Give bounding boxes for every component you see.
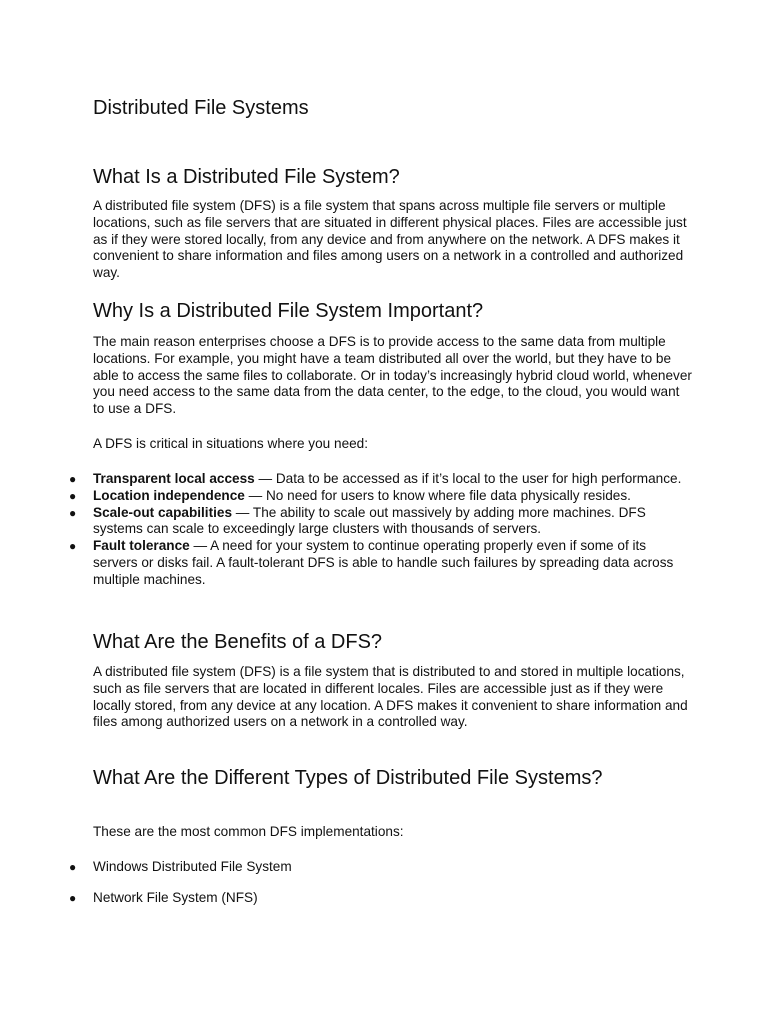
bullet-icon: ●: [69, 860, 77, 874]
section-heading-what-is-dfs: What Is a Distributed File System?: [93, 166, 400, 188]
list-item: [69, 859, 693, 876]
bullet-icon: ●: [69, 505, 77, 520]
bullet-icon: ●: [69, 539, 77, 554]
section-paragraph-situations: A DFS is critical in situations where you need:: [93, 436, 369, 451]
bullet-term: Fault tolerance: [93, 538, 190, 554]
bullet-term: Scale-out capabilities: [93, 504, 233, 520]
bullet-text: — A need for your system to continue operating properly even if some of its servers or disks fail. A fault-tolerant DFS is able to handle such failures by spreading data across multiple machines.: [93, 538, 674, 587]
bullet-term: Transparent local access: [93, 471, 255, 486]
bullet-icon: ●: [69, 488, 77, 503]
bullet-text: — The ability to scale out massively by adding more machines. DFS systems can scale to exceedingly large clusters with thousands of servers.: [93, 504, 646, 537]
section-heading-why-important: Why Is a Distributed File System Important?: [93, 300, 484, 322]
bullet-term: Location independence: [93, 487, 245, 503]
needs-bullet-list: [69, 471, 693, 589]
section-paragraph-types: These are the most common DFS implementations:: [93, 824, 404, 839]
list-item-text: Windows Distributed File System: [93, 859, 292, 874]
section-heading-benefits: What Are the Benefits of a DFS?: [93, 631, 383, 653]
bullet-icon: ●: [69, 891, 77, 906]
list-item: [69, 487, 693, 505]
section-heading-types: What Are the Different Types of Distributed File Systems?: [93, 767, 603, 789]
bullet-icon: ●: [69, 472, 77, 486]
list-item: [69, 471, 693, 488]
section-paragraph-why-important: The main reason enterprises choose a DFS is to provide access to the same data from multiple locations. For example, you might have a team distributed all over the world, but they have to be able to access the same files to collaborate. Or in today’s increasingly hybrid cloud world, whenever you need access to the same data from the data center, to the edge, to the cloud, you would want to use a DFS.: [93, 334, 692, 417]
section-paragraph-what-is-dfs: A distributed file system (DFS) is a file system that spans across multiple file servers or multiple locations, such as file servers that are situated in different physical places. Files are accessible just as if they were stored locally, from any device and from anywhere on the network. A DFS makes it convenient to share information and files among users on a network in a controlled and authorized way.: [93, 198, 687, 281]
list-item: [69, 538, 693, 588]
document-title: Distributed File Systems: [93, 97, 309, 119]
list-item-text: Network File System (NFS): [93, 890, 258, 906]
dfs-types-list: [69, 859, 693, 922]
list-item: [69, 504, 693, 539]
bullet-text: — Data to be accessed as if it’s local to the user for high performance.: [254, 471, 682, 486]
section-paragraph-benefits: A distributed file system (DFS) is a file system that is distributed to and stored in multiple locations, such as file servers that are located in different locales. Files are accessible just as if they were locally stored, from any device at any location. A DFS makes it convenient to share information and files among authorized users on a network in a controlled way.: [93, 664, 688, 730]
list-item: [69, 890, 693, 907]
bullet-text: — No need for users to know where file data physically resides.: [244, 487, 631, 503]
